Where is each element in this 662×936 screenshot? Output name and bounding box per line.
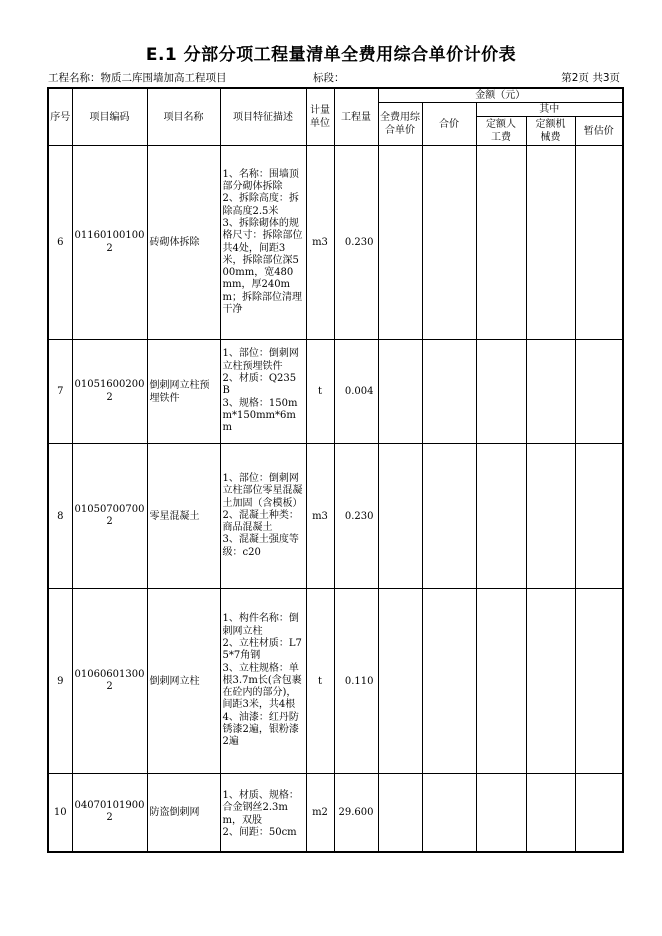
header-of-which: 其中 xyxy=(476,103,623,117)
desc-line: 1、部位：倒刺网立柱部位零星混凝土加固（含模板） xyxy=(222,472,303,509)
row-labor xyxy=(476,340,526,444)
desc-line: 1、部位：倒刺网立柱预埋铁件 xyxy=(222,348,299,372)
row-desc xyxy=(220,774,306,852)
row-qty: 29.600 xyxy=(334,774,378,852)
row-qty: 0.230 xyxy=(334,146,378,340)
row-machine xyxy=(526,444,575,589)
desc-line: 1、材质、规格：合金钢丝2.3mm，双股 xyxy=(222,790,299,826)
row-provisional xyxy=(575,589,623,774)
row-total xyxy=(422,146,476,340)
desc-line: 1、构件名称：倒刺网立柱 xyxy=(222,613,299,637)
header-unit: 计量单位 xyxy=(306,88,334,146)
page-number: 第2页 共3页 xyxy=(561,72,620,84)
row-labor xyxy=(476,589,526,774)
table-row xyxy=(48,444,623,589)
header-provisional: 暂估价 xyxy=(575,117,623,146)
desc-line: 2、混凝土种类：商品混凝土 xyxy=(222,509,299,534)
page-title: E.1 分部分项工程量清单全费用综合单价计价表 xyxy=(145,45,517,65)
row-desc xyxy=(220,146,306,340)
row-unit-price xyxy=(378,340,422,444)
row-machine xyxy=(526,146,575,340)
row-labor xyxy=(476,444,526,589)
desc-line: 3、立柱规格：单根3.7m长(含包裹在砼内的部分)，间距3米，共4根 xyxy=(222,662,302,711)
header-qty: 工程量 xyxy=(334,88,378,146)
row-provisional xyxy=(575,444,623,589)
desc-line: 4、油漆：红丹防锈漆2遍，银粉漆2遍 xyxy=(222,711,299,748)
desc-line: 2、材质：Q235B xyxy=(222,373,297,397)
row-seq: 6 xyxy=(48,146,72,340)
row-labor xyxy=(476,146,526,340)
row-total xyxy=(422,589,476,774)
row-unit-price xyxy=(378,444,422,589)
row-qty: 0.004 xyxy=(334,340,378,444)
row-name: 零星混凝土 xyxy=(147,444,220,589)
header-labor: 定额人工费 xyxy=(476,117,526,146)
row-seq: 7 xyxy=(48,340,72,444)
desc-line: 3、拆除砌体的规格尺寸：拆除部位共4处，间距3米，拆除部位深500mm，宽480mm，厚240mm；拆除部位清理干净 xyxy=(222,217,303,315)
row-total xyxy=(422,774,476,852)
row-code: 040701019002 xyxy=(72,774,147,852)
header-total: 合价 xyxy=(422,103,476,146)
header-code: 项目编码 xyxy=(72,88,147,146)
row-code: 010516002002 xyxy=(72,340,147,444)
row-name: 倒刺网立柱 xyxy=(147,589,220,774)
row-seq: 8 xyxy=(48,444,72,589)
row-unit: m3 xyxy=(306,444,334,589)
row-total xyxy=(422,444,476,589)
row-code: 010606013002 xyxy=(72,589,147,774)
row-name: 倒刺网立柱预埋铁件 xyxy=(147,340,220,444)
row-unit-price xyxy=(378,146,422,340)
header-amount: 金额（元） xyxy=(378,88,623,103)
desc-line: 3、规格：150mm*150mm*6mm xyxy=(222,397,298,434)
desc-line: 3、混凝土强度等级：c20 xyxy=(222,534,299,558)
header-seq: 序号 xyxy=(48,88,72,146)
row-code: 010507007002 xyxy=(72,444,147,589)
row-name: 砖砌体拆除 xyxy=(147,146,220,340)
header-machine: 定额机械费 xyxy=(526,117,575,146)
row-desc xyxy=(220,340,306,444)
row-unit: t xyxy=(306,340,334,444)
row-unit: t xyxy=(306,589,334,774)
pricing-table xyxy=(47,87,624,853)
row-machine xyxy=(526,589,575,774)
row-qty: 0.230 xyxy=(334,444,378,589)
row-machine xyxy=(526,340,575,444)
row-machine xyxy=(526,774,575,852)
row-qty: 0.110 xyxy=(334,589,378,774)
row-provisional xyxy=(575,146,623,340)
section-label: 标段： xyxy=(313,72,345,84)
table-row xyxy=(48,340,623,444)
row-total xyxy=(422,340,476,444)
row-provisional xyxy=(575,340,623,444)
row-name: 防盗倒刺网 xyxy=(147,774,220,852)
table-row xyxy=(48,774,623,852)
desc-line: 2、拆除高度：拆除高度2.5米 xyxy=(222,193,299,217)
row-unit-price xyxy=(378,774,422,852)
desc-line: 1、名称：围墙顶部分砌体拆除 xyxy=(222,168,299,193)
header-name: 项目名称 xyxy=(147,88,220,146)
row-desc xyxy=(220,444,306,589)
row-desc xyxy=(220,589,306,774)
row-unit-price xyxy=(378,589,422,774)
row-code: 011601001002 xyxy=(72,146,147,340)
desc-line: 2、立柱材质：L75*7角钢 xyxy=(222,637,302,662)
row-provisional xyxy=(575,774,623,852)
row-labor xyxy=(476,774,526,852)
header-unit-price: 全费用综合单价 xyxy=(378,103,422,146)
row-seq: 9 xyxy=(48,589,72,774)
table-row xyxy=(48,589,623,774)
row-seq: 10 xyxy=(48,774,72,852)
desc-line: 2、间距：50cm xyxy=(222,826,297,838)
row-unit: m3 xyxy=(306,146,334,340)
row-unit: m2 xyxy=(306,774,334,852)
table-row xyxy=(48,146,623,340)
project-name: 工程名称：物质二库围墙加高工程项目 xyxy=(48,72,227,84)
header-desc: 项目特征描述 xyxy=(220,88,306,146)
